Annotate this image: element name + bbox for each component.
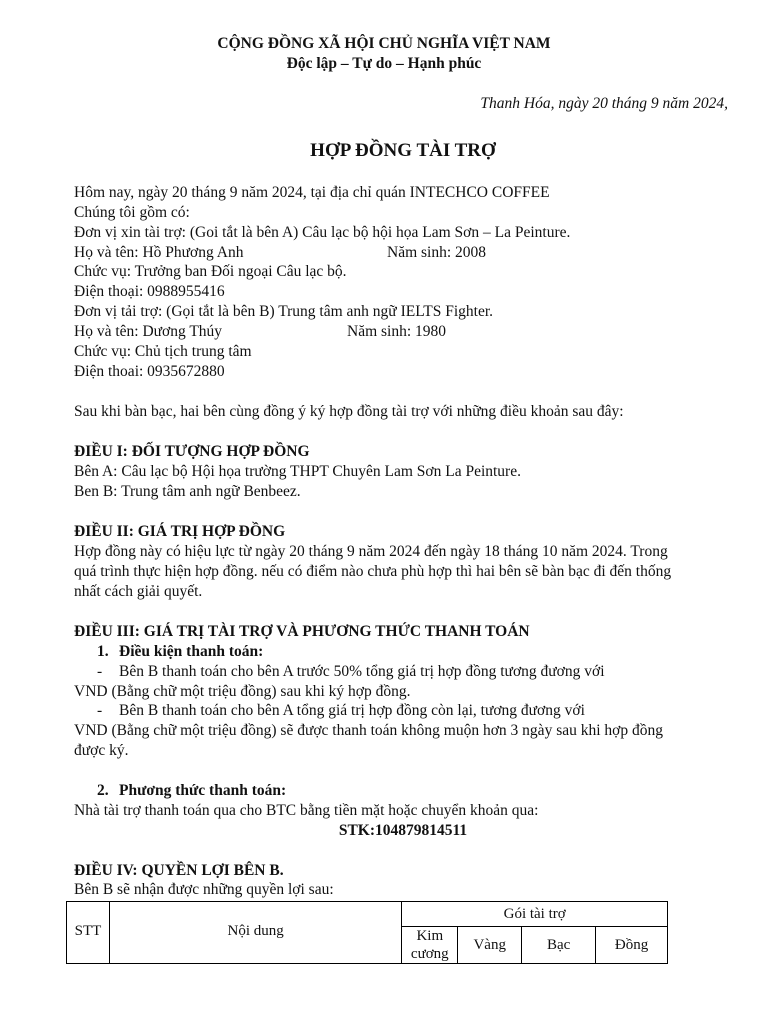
payment-item-cont: VND (Bằng chữ một triệu đồng) sau khi ký hợp đồng. — [74, 683, 411, 700]
subsection-number: 2. — [97, 782, 109, 799]
party-b-unit: Đơn vị tải trợ: (Gọi tắt là bên B) Trung tâm anh ngữ IELTS Fighter. — [74, 303, 494, 320]
table-header-tier: Vàng — [458, 927, 522, 964]
article-2-line: quá trình thực hiện hợp đồng. nếu có điểm nào chưa phù hợp thì hai bên sẽ bàn bạc đi đến thống — [74, 563, 672, 580]
date-place: Thanh Hóa, ngày 20 tháng 9 năm 2024, — [480, 95, 728, 112]
intro-line: Chúng tôi gồm có: — [74, 204, 190, 221]
payment-item: Bên B thanh toán cho bên A tổng giá trị hợp đồng còn lại, tương đương với — [119, 702, 585, 719]
dash-bullet: - — [97, 702, 103, 719]
party-a-role: Chức vụ: Trưởng ban Đối ngoại Câu lạc bộ. — [74, 263, 347, 280]
payment-item-cont: được ký. — [74, 742, 129, 759]
table-header-content: Nội dung — [109, 902, 401, 964]
payment-conditions-title: Điều kiện thanh toán: — [119, 643, 264, 660]
sponsorship-table — [66, 901, 668, 964]
article-2-line: Hợp đồng này có hiệu lực từ ngày 20 tháng 9 năm 2024 đến ngày 18 tháng 10 năm 2024. Trong — [74, 543, 668, 560]
party-a-phone: Điện thoại: 0988955416 — [74, 283, 225, 300]
table-header-tier: Đồng — [596, 927, 668, 964]
subsection-number: 1. — [97, 643, 109, 660]
agreement-sentence: Sau khi bàn bạc, hai bên cùng đồng ý ký hợp đồng tài trợ với những điều khoản sau đây: — [74, 403, 624, 420]
intro-line: Hôm nay, ngày 20 tháng 9 năm 2024, tại địa chỉ quán INTECHCO COFFEE — [74, 184, 550, 201]
motto: Độc lập – Tự do – Hạnh phúc — [286, 55, 482, 72]
party-b-name: Họ và tên: Dương Thúy — [74, 323, 223, 340]
dash-bullet: - — [97, 663, 103, 680]
article-4-heading: ĐIỀU IV: QUYỀN LỢI BÊN B. — [74, 862, 284, 879]
table-header-tier: Bạc — [522, 927, 596, 964]
article-1-line: Bên A: Câu lạc bộ Hội họa trường THPT Chuyên Lam Sơn La Peinture. — [74, 463, 521, 480]
table-header-package: Gói tài trợ — [402, 902, 668, 927]
payment-item-cont: VND (Bằng chữ một triệu đồng) sẽ được thanh toán không muộn hơn 3 ngày sau khi hợp đồng — [74, 722, 663, 739]
article-1-heading: ĐIỀU I: ĐỐI TƯỢNG HỢP ĐỒNG — [74, 443, 310, 460]
table-header-stt: STT — [67, 902, 110, 964]
party-a-unit: Đơn vị xin tài trợ: (Goi tắt là bên A) Câu lạc bộ hội họa Lam Sơn – La Peinture. — [74, 224, 571, 241]
article-4-line: Bên B sẽ nhận được những quyền lợi sau: — [74, 881, 334, 898]
article-2-line: nhất cách giải quyết. — [74, 583, 203, 600]
article-1-line: Ben B: Trung tâm anh ngữ Benbeez. — [74, 483, 301, 500]
party-b-role: Chức vụ: Chủ tịch trung tâm — [74, 343, 252, 360]
article-2-heading: ĐIỀU II: GIÁ TRỊ HỢP ĐỒNG — [74, 523, 286, 540]
payment-method-title: Phương thức thanh toán: — [119, 782, 287, 799]
contract-title: HỢP ĐỒNG TÀI TRỢ — [310, 140, 496, 161]
party-b-birth: Năm sinh: 1980 — [347, 323, 447, 340]
payment-method-text: Nhà tài trợ thanh toán qua cho BTC bằng tiền mặt hoặc chuyển khoản qua: — [74, 802, 539, 819]
party-b-phone: Điện thoai: 0935672880 — [74, 363, 225, 380]
article-3-heading: ĐIỀU III: GIÁ TRỊ TÀI TRỢ VÀ PHƯƠNG THỨC THANH TOÁN — [74, 623, 530, 640]
table-header-tier: Kim cương — [402, 927, 458, 964]
national-title: CỘNG ĐỒNG XÃ HỘI CHỦ NGHĨA VIỆT NAM — [217, 35, 551, 52]
party-a-name: Họ và tên: Hồ Phương Anh — [74, 244, 244, 261]
payment-item: Bên B thanh toán cho bên A trước 50% tổng giá trị hợp đồng tương đương với — [119, 663, 605, 680]
account-number: STK:104879814511 — [338, 822, 468, 839]
party-a-birth: Năm sinh: 2008 — [387, 244, 487, 261]
